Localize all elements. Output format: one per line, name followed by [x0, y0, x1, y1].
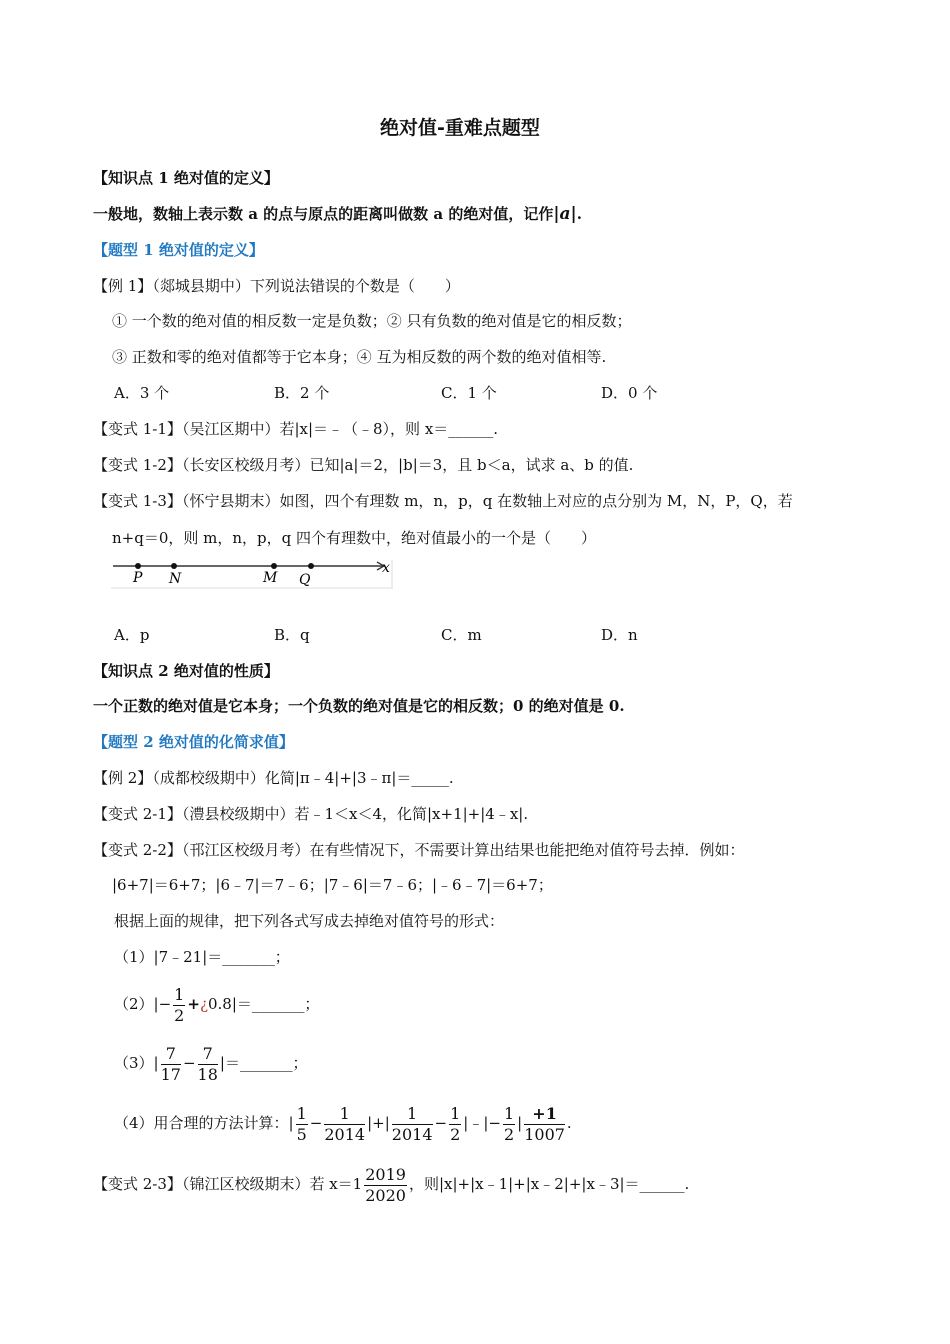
- ex1-text: （郯城县期中）下列说法错误的个数是（ ）: [152, 277, 460, 295]
- v22: [93, 840, 744, 860]
- q3-fraction-b: [198, 1044, 218, 1085]
- v23-num: 2019: [365, 1164, 406, 1184]
- q4f4-den: 2: [450, 1124, 461, 1144]
- v11-text: （吴江区期中）若|x|＝﹣（﹣8），则 x＝______.: [181, 420, 499, 438]
- q4-fraction-3: [392, 1104, 433, 1145]
- q2-fraction: [173, 985, 185, 1026]
- point-q: [308, 563, 314, 569]
- v22-label: 【变式 2-2】: [93, 841, 182, 859]
- q3-prefix: （3）|: [114, 1054, 159, 1072]
- q4-mid-2: |﹣|−: [463, 1114, 501, 1132]
- kp1-end: .: [576, 205, 582, 223]
- ex1-statement-2: ③ 正数和零的绝对值都等于它本身；④ 互为相反数的两个数的绝对值相等.: [112, 348, 607, 366]
- ex1-option-b: B．2 个: [274, 384, 330, 402]
- q3-suffix: |＝_______；: [219, 1054, 308, 1072]
- v22-q3: [114, 1041, 307, 1085]
- v23-den: 2020: [365, 1185, 406, 1205]
- kp1-heading: 【知识点 1 绝对值的定义】: [93, 169, 279, 187]
- v13-option-a: A．p: [114, 626, 150, 644]
- point-m: [271, 563, 277, 569]
- v22-text: （邗江区校级月考）在有些情况下，不需要计算出结果也能把绝对值符号去掉．例如：: [181, 841, 745, 859]
- kp1-text: [93, 204, 582, 224]
- q4f2-num: 1: [324, 1104, 365, 1125]
- q4f4-num: 1: [450, 1103, 461, 1123]
- v22-instruction: 根据上面的规律，把下列各式写成去掉绝对值符号的形式：: [114, 912, 505, 930]
- q4-fraction-4: [449, 1104, 461, 1145]
- q4-mid: |+|: [367, 1114, 390, 1132]
- ex1-label: 【例 1】: [93, 277, 153, 295]
- v12-label: 【变式 1-2】: [93, 456, 182, 474]
- ex1-option-c: C．1 个: [441, 384, 497, 402]
- q3b-den: 18: [197, 1064, 218, 1084]
- q4-fraction-5: [503, 1104, 515, 1145]
- v11: [93, 419, 498, 439]
- v12: [93, 455, 633, 475]
- abs-notation: |a|: [553, 204, 577, 224]
- kp2-text: 一个正数的绝对值是它本身；一个负数的绝对值是它的相反数；0 的绝对值是 0.: [93, 697, 625, 715]
- q4-fraction-1: [296, 1104, 308, 1145]
- v22-q1: （1）|7﹣21|＝_______；: [114, 948, 290, 966]
- v22-q2: [114, 982, 319, 1026]
- label-m: M: [263, 570, 278, 586]
- q3a-den: 17: [160, 1064, 181, 1084]
- v12-text: （长安区校级月考）已知|a|＝2，|b|＝3，且 b＜a，试求 a、b 的值.: [181, 456, 634, 474]
- axis-label: x: [382, 560, 390, 576]
- q4f2-den: 2014: [324, 1124, 366, 1144]
- v23: [93, 1162, 689, 1206]
- q4-minus-2: −: [434, 1114, 448, 1132]
- q4-minus-1: −: [309, 1114, 323, 1132]
- q4-fraction-6: [524, 1104, 565, 1145]
- v13-option-d: D．n: [601, 626, 638, 644]
- kp2-heading: 【知识点 2 绝对值的性质】: [93, 662, 279, 680]
- ex2-label: 【例 2】: [93, 769, 153, 787]
- label-n: N: [169, 571, 182, 587]
- q2-mark: ¿: [199, 995, 208, 1013]
- q4f5-num: 1: [503, 1103, 515, 1123]
- v13-label: 【变式 1-3】: [93, 492, 182, 510]
- q3b-num: 7: [198, 1044, 218, 1065]
- ex2: [93, 768, 454, 788]
- label-p: P: [133, 570, 143, 586]
- v13-line1: [93, 491, 793, 511]
- ex1-stem: [93, 276, 460, 296]
- q4f3-num: 1: [392, 1104, 433, 1125]
- label-q: Q: [299, 572, 311, 588]
- v21-text: （澧县校级期中）若﹣1＜x＜4，化简|x+1|+|4﹣x|.: [181, 805, 529, 823]
- q2-plus: +: [187, 995, 200, 1013]
- q2-prefix: （2）|−: [114, 995, 172, 1013]
- v23-suffix: ，则|x|+|x﹣1|+|x﹣2|+|x﹣3|＝______.: [408, 1175, 690, 1193]
- q4f3-den: 2014: [391, 1124, 433, 1144]
- q4-end: .: [566, 1114, 572, 1132]
- q4f6-den: 1007: [524, 1124, 565, 1144]
- q4-fraction-2: [324, 1104, 365, 1145]
- q3-minus: −: [182, 1054, 196, 1072]
- v13-text: （怀宁县期末）如图，四个有理数 m，n，p，q 在数轴上对应的点分别为 M，N，P，Q，若: [181, 492, 793, 510]
- point-p: [135, 563, 141, 569]
- ex1-option-d: D．0 个: [601, 384, 658, 402]
- q4f5-den: 2: [503, 1124, 515, 1144]
- number-line-figure: [111, 560, 393, 590]
- q4f6-num: +1: [524, 1104, 565, 1125]
- kp1-body: 一般地，数轴上表示数 a 的点与原点的距离叫做数 a 的绝对值，记作: [93, 205, 554, 223]
- q4f1-num: 1: [296, 1103, 307, 1123]
- v13-option-c: C．m: [441, 626, 482, 644]
- v11-label: 【变式 1-1】: [93, 420, 182, 438]
- q3a-num: 7: [161, 1044, 181, 1065]
- q4-bar: |: [517, 1114, 523, 1132]
- q4-prefix: （4）用合理的方法计算：|: [114, 1114, 294, 1132]
- q2-num: 1: [174, 984, 185, 1004]
- v23-label: 【变式 2-3】: [93, 1175, 182, 1193]
- v23-fraction: [364, 1165, 407, 1206]
- v21-label: 【变式 2-1】: [93, 805, 182, 823]
- v23-prefix: （锦江区校级期末）若 x＝1: [181, 1175, 363, 1193]
- v13-line2: n+q＝0，则 m，n，p，q 四个有理数中，绝对值最小的一个是（ ）: [112, 529, 597, 547]
- v22-q4: [114, 1101, 572, 1145]
- q2-suffix: 0.8|＝_______；: [207, 995, 320, 1013]
- ex2-text: （成都校级期中）化简|π﹣4|+|3﹣π|＝_____.: [152, 769, 454, 787]
- v21: [93, 804, 528, 824]
- v13-option-b: B．q: [274, 626, 310, 644]
- point-n: [171, 563, 177, 569]
- ex1-option-a: A．3 个: [114, 384, 170, 402]
- ex1-statement-1: ① 一个数的绝对值的相反数一定是负数；② 只有负数的绝对值是它的相反数；: [112, 312, 632, 330]
- q4f1-den: 5: [296, 1124, 307, 1144]
- page-title: 绝对值-重难点题型: [380, 117, 540, 139]
- type1-heading: 【题型 1 绝对值的定义】: [93, 241, 264, 259]
- type2-heading: 【题型 2 绝对值的化简求值】: [93, 733, 294, 751]
- q3-fraction-a: [161, 1044, 181, 1085]
- q2-den: 2: [174, 1005, 185, 1025]
- v22-examples: |6+7|＝6+7；|6﹣7|＝7﹣6；|7﹣6|＝7﹣6；|﹣6﹣7|＝6+7；: [112, 876, 553, 894]
